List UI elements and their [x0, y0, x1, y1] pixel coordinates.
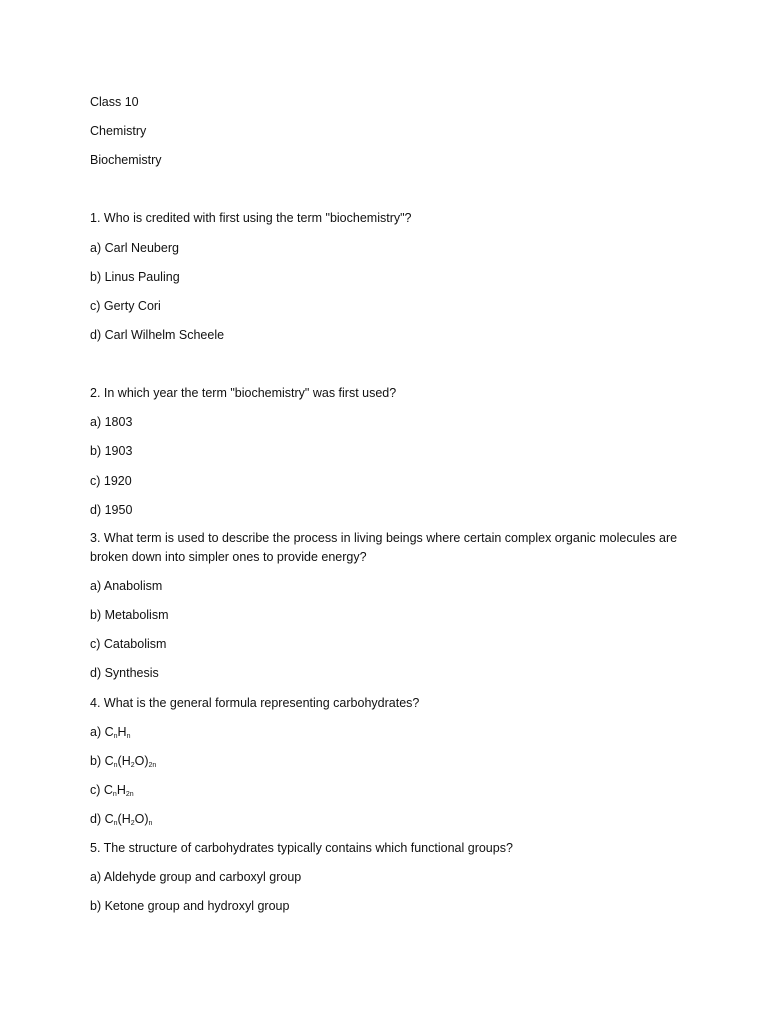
- class-label: Class 10: [90, 95, 139, 109]
- q5-option-b: b) Ketone group and hydroxyl group: [90, 899, 290, 913]
- q4-option-c: c) $C_nH_{2n}$: [90, 783, 134, 798]
- q3-option-d: d) Synthesis: [90, 666, 159, 680]
- question-1: 1. Who is credited with first using the term "biochemistry"?: [90, 211, 412, 225]
- question-5: 5. The structure of carbohydrates typically contains which functional groups?: [90, 841, 513, 855]
- q4-option-d: d) $C_n(H_2O)_n$: [90, 812, 153, 827]
- q1-option-b: b) Linus Pauling: [90, 270, 180, 284]
- q2-option-b: b) 1903: [90, 444, 133, 458]
- q2-option-c: c) 1920: [90, 474, 132, 488]
- q1-option-a: a) Carl Neuberg: [90, 241, 179, 255]
- subject-label: Chemistry: [90, 124, 147, 138]
- question-3: 3. What term is used to describe the process in living beings where certain complex organic molecules are broken down into simpler ones to provide energy?: [90, 531, 678, 564]
- topic-label: Biochemistry: [90, 153, 162, 167]
- question-4: 4. What is the general formula representing carbohydrates?: [90, 696, 420, 710]
- q2-option-a: a) 1803: [90, 415, 133, 429]
- q4-option-b: b) $C_n(H_2O)_{2n}$: [90, 754, 157, 769]
- q3-option-c: c) Catabolism: [90, 637, 167, 651]
- question-2: 2. In which year the term "biochemistry" was first used?: [90, 386, 397, 400]
- q4-option-a: a) $C_nH_n$: [90, 725, 131, 740]
- q5-option-a: a) Aldehyde group and carboxyl group: [90, 870, 302, 884]
- q1-option-c: c) Gerty Cori: [90, 299, 161, 313]
- q3-option-b: b) Metabolism: [90, 608, 169, 622]
- q2-option-d: d) 1950: [90, 503, 133, 517]
- q1-option-d: d) Carl Wilhelm Scheele: [90, 328, 225, 342]
- q3-option-a: a) Anabolism: [90, 579, 163, 593]
